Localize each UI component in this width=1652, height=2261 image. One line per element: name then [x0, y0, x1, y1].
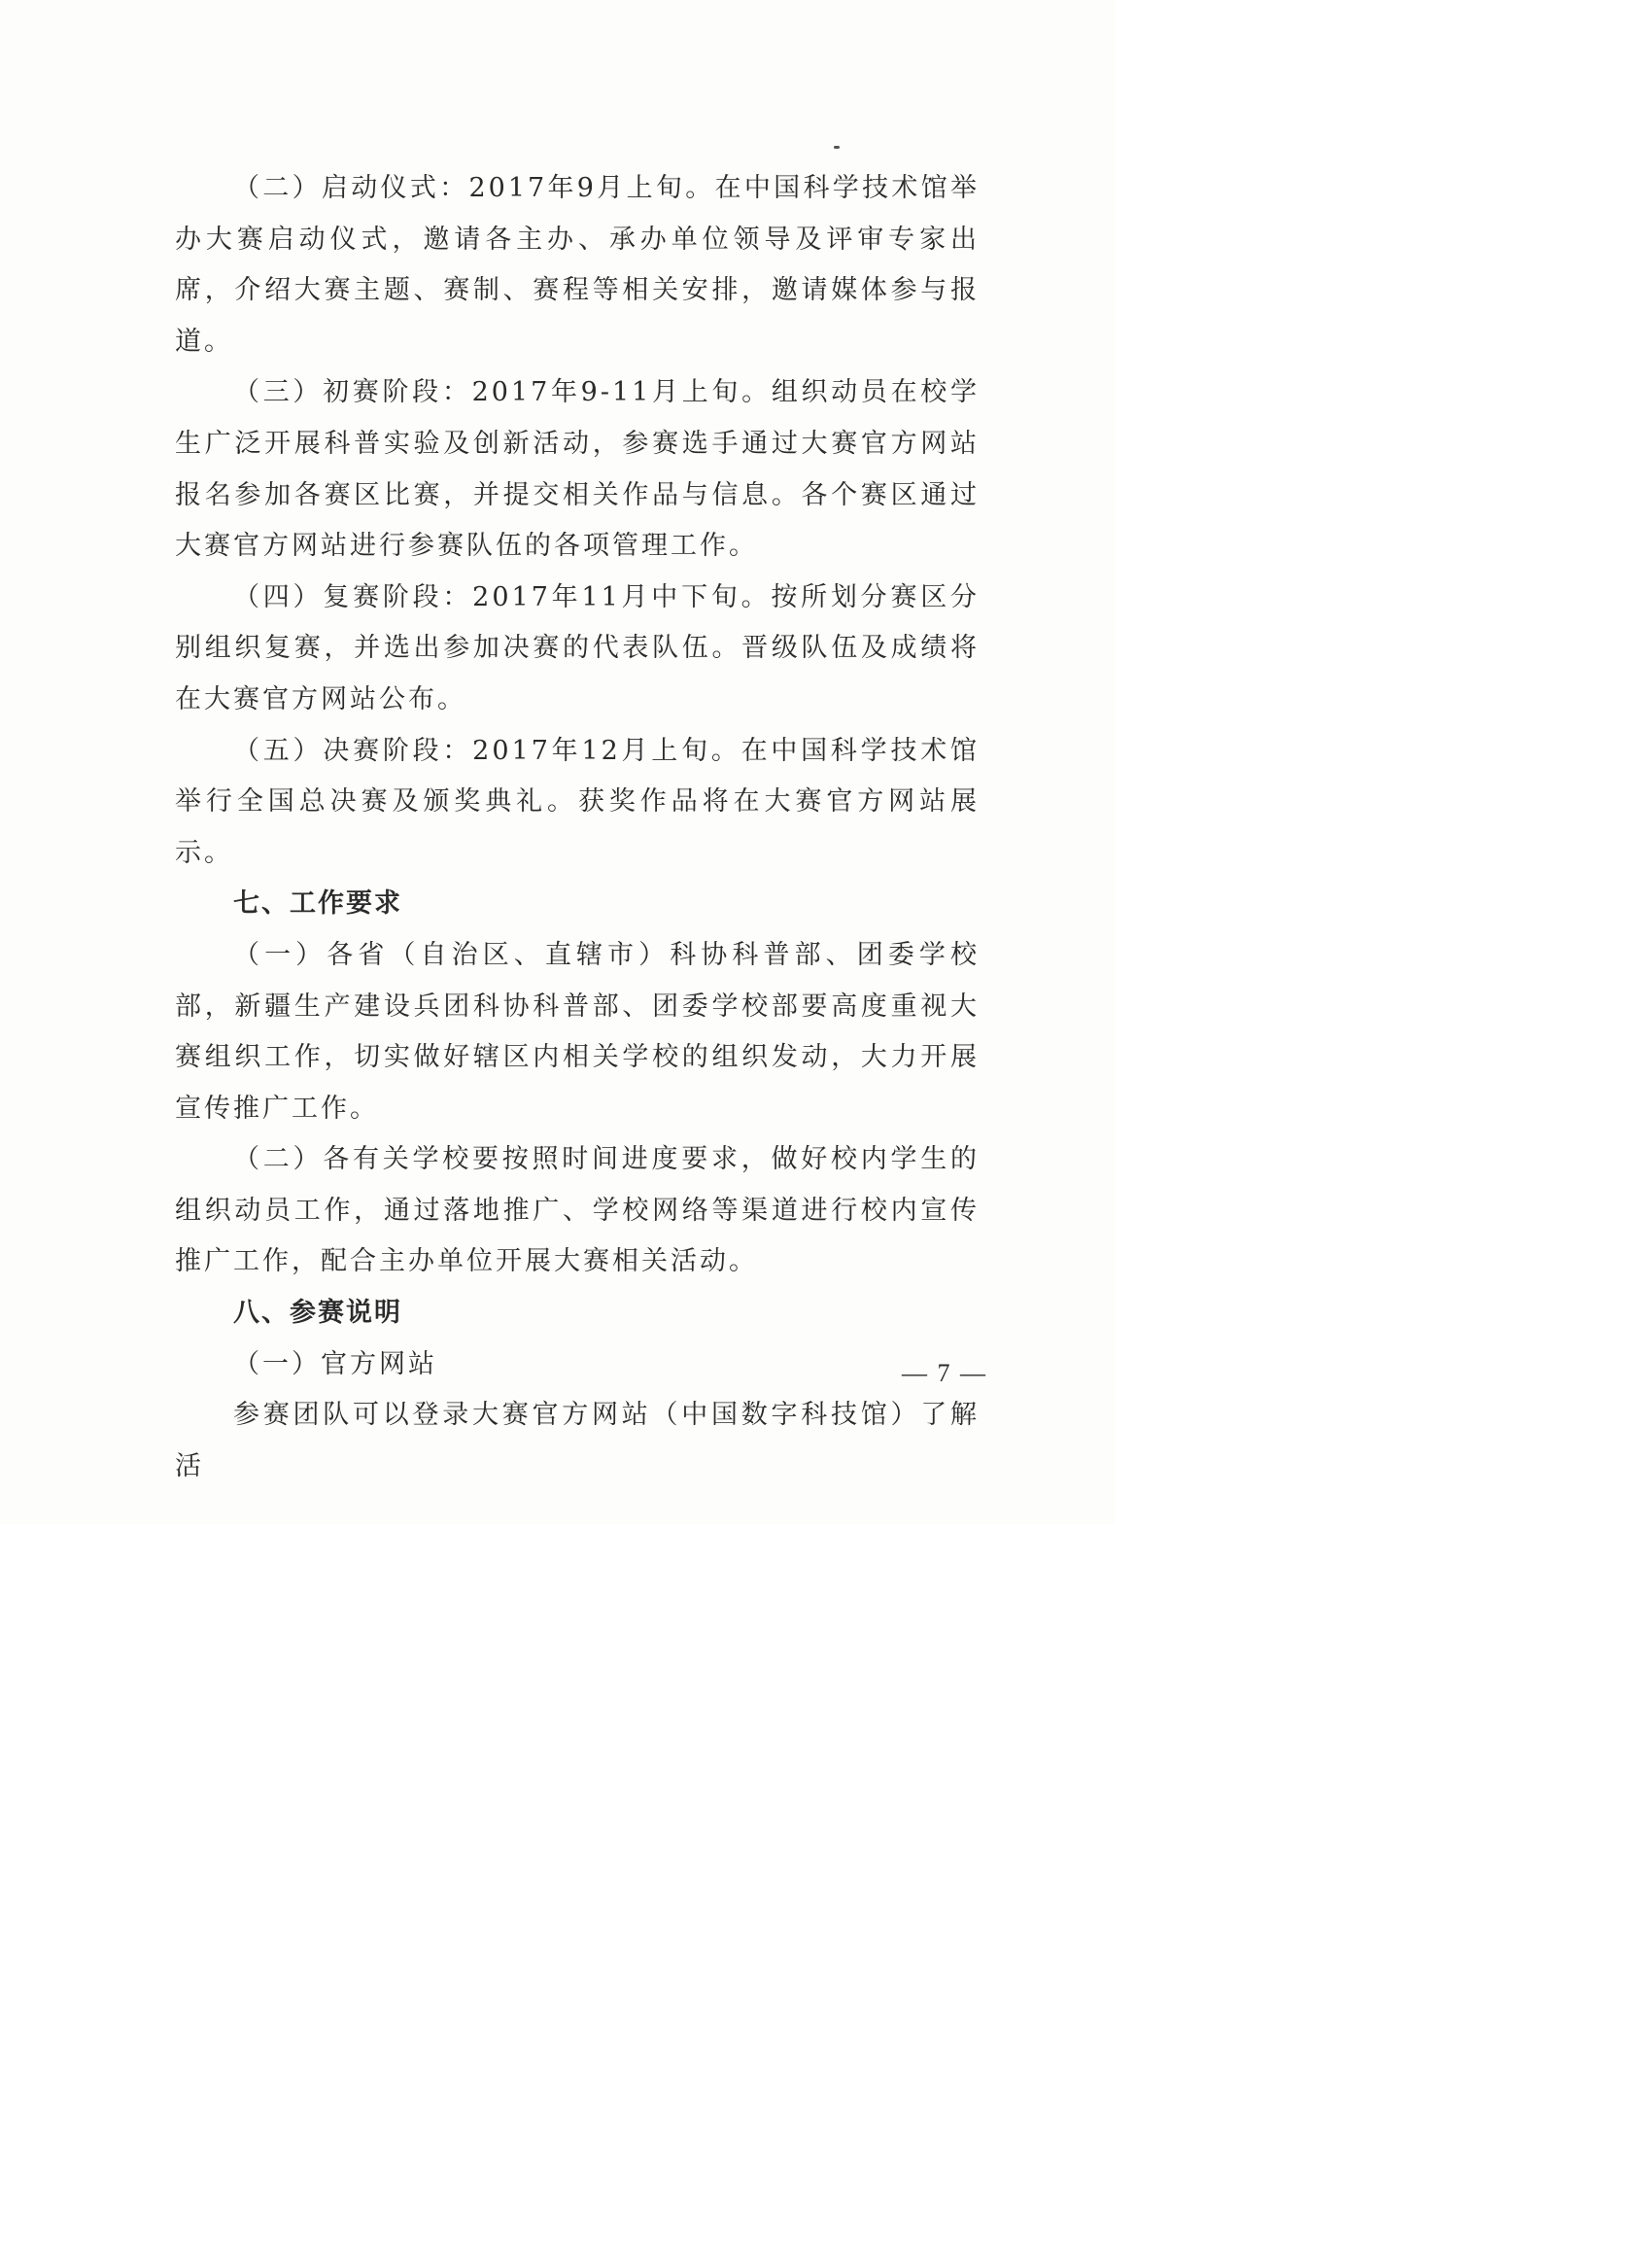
- paragraph-preliminary-round: （三）初赛阶段：2017年9-11月上旬。组织动员在校学生广泛开展科普实验及创新活动，参赛选手通过大赛官方网站报名参加各赛区比赛，并提交相关作品与信息。各个赛区通过大赛官方网站进行参赛队伍的各项管理工作。: [175, 377, 980, 562]
- scan-speck: [834, 146, 840, 149]
- paragraph-official-website: 参赛团队可以登录大赛官方网站（中国数字科技馆）了解活: [175, 1400, 980, 1481]
- subheading-official-website: （一）官方网站: [233, 1348, 437, 1379]
- section-heading-participation-notes: 八、参赛说明: [233, 1298, 402, 1329]
- document-page: [0, 0, 1115, 1524]
- document-body: [175, 163, 980, 1492]
- section-heading-work-requirements: 七、工作要求: [233, 888, 402, 920]
- paragraph-school-requirements: （二）各有关学校要按照时间进度要求，做好校内学生的组织动员工作，通过落地推广、学校网络等渠道进行校内宣传推广工作，配合主办单位开展大赛相关活动。: [175, 1144, 980, 1277]
- paragraph-provincial-requirements: （一）各省（自治区、直辖市）科协科普部、团委学校部，新疆生产建设兵团科协科普部、团委学校部要高度重视大赛组织工作，切实做好辖区内相关学校的组织发动，大力开展宣传推广工作。: [175, 939, 980, 1124]
- paragraph-launch-ceremony: （二）启动仪式：2017年9月上旬。在中国科学技术馆举办大赛启动仪式，邀请各主办、承办单位领导及评审专家出席，介绍大赛主题、赛制、赛程等相关安排，邀请媒体参与报道。: [175, 173, 980, 357]
- paragraph-final-round: （五）决赛阶段：2017年12月上旬。在中国科学技术馆举行全国总决赛及颁奖典礼。获奖作品将在大赛官方网站展示。: [175, 735, 980, 868]
- paragraph-semifinal-round: （四）复赛阶段：2017年11月中下旬。按所划分赛区分别组织复赛，并选出参加决赛的代表队伍。晋级队伍及成绩将在大赛官方网站公布。: [175, 581, 980, 714]
- page-number: — 7 —: [902, 1359, 987, 1387]
